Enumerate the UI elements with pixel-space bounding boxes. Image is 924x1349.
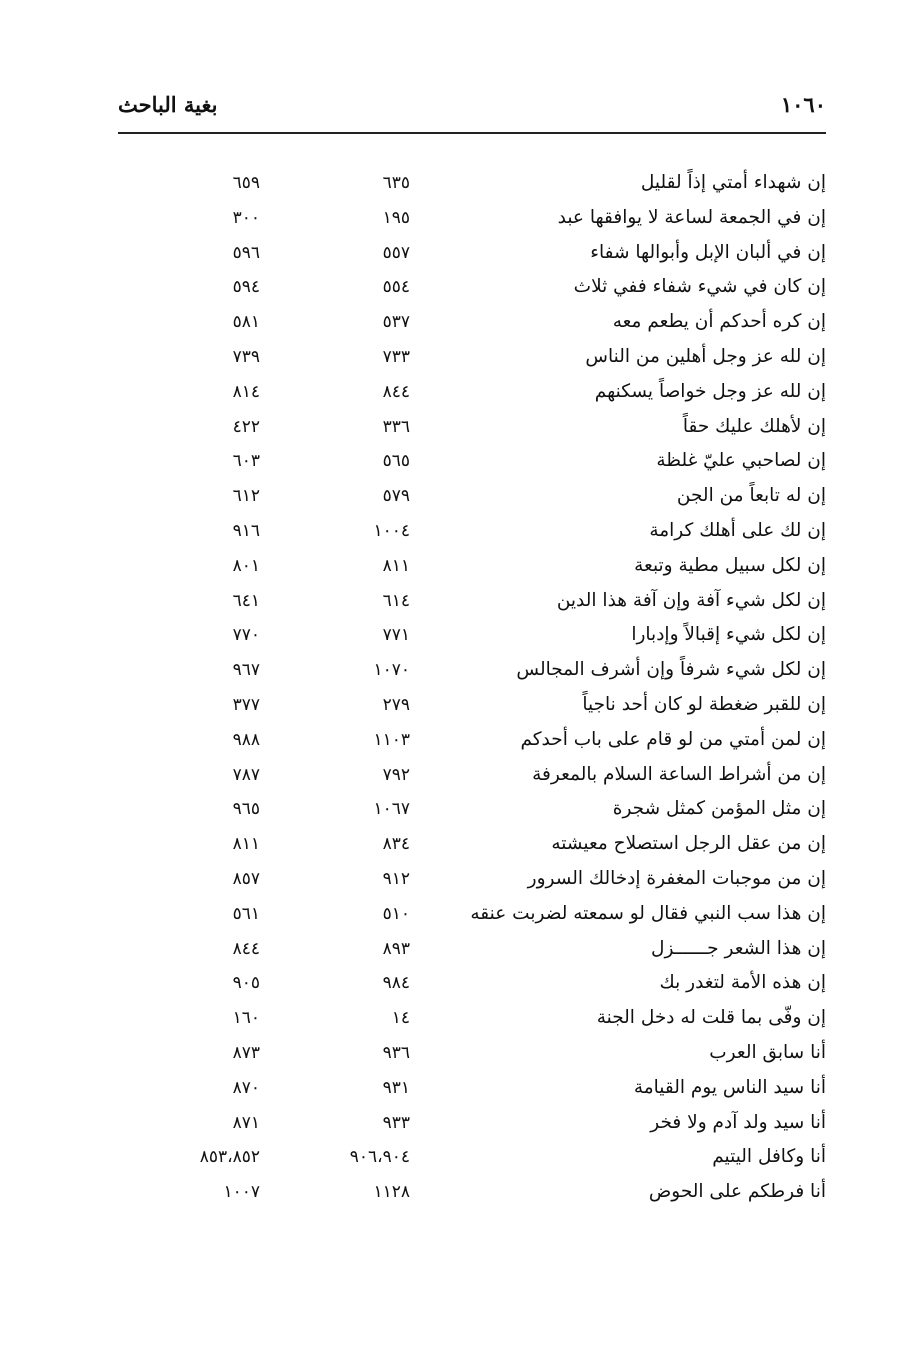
reference-number-secondary: ٣٠٠ (232, 207, 260, 228)
index-row (0, 340, 924, 375)
hadith-index-list (0, 166, 924, 1210)
hadith-text: إن كان في شيء شفاء ففي ثلاث (573, 276, 826, 298)
hadith-text: إن لكل شيء إقبالاً وإدبارا (631, 624, 826, 646)
index-row (0, 410, 924, 445)
hadith-text: إن لله عز وجل أهلين من الناس (585, 345, 826, 367)
hadith-text: أنا سيد الناس يوم القيامة (633, 1076, 826, 1098)
reference-number-secondary: ٩٨٨ (232, 729, 260, 750)
reference-number-secondary: ٩٦٧ (232, 660, 260, 681)
reference-number-secondary: ٨١١ (232, 834, 260, 855)
hadith-text: إن في ألبان الإبل وأبوالها شفاء (590, 241, 826, 263)
index-row (0, 618, 924, 653)
reference-number-secondary: ٨٧١ (232, 1112, 260, 1133)
reference-number-secondary: ٩٦٥ (232, 799, 260, 820)
reference-number-secondary: ٧٣٩ (232, 346, 260, 367)
index-row (0, 723, 924, 758)
index-row (0, 1036, 924, 1071)
index-row (0, 827, 924, 862)
reference-number-secondary: ٩٠٥ (232, 973, 260, 994)
reference-number-primary: ٩٣١ (382, 1077, 410, 1098)
reference-number-secondary: ٦١٢ (232, 486, 260, 507)
hadith-text: إن هذا سب النبي فقال لو سمعته لضربت عنقه (470, 902, 826, 924)
reference-number-primary: ١١٠٣ (373, 729, 410, 750)
reference-number-primary: ٥٥٤ (382, 277, 410, 298)
hadith-text: إن شهداء أمتي إذاً لقليل (640, 172, 826, 193)
reference-number-secondary: ٥٦١ (232, 903, 260, 924)
reference-number-primary: ٥٣٧ (382, 312, 410, 333)
reference-number-secondary: ٩١٦ (232, 520, 260, 541)
reference-number-primary: ٥١٠ (382, 903, 410, 924)
hadith-text: إن وفّى بما قلت له دخل الجنة (596, 1007, 826, 1029)
book-title: بغية الباحث (118, 92, 218, 117)
page-header (118, 92, 826, 134)
index-row (0, 932, 924, 967)
hadith-text: إن من موجبات المغفرة إدخالك السرور (527, 867, 826, 889)
reference-number-secondary: ٣٧٧ (232, 694, 260, 715)
index-row (0, 479, 924, 514)
hadith-text: إن لأهلك عليك حقاً (682, 415, 826, 437)
index-row (0, 1001, 924, 1036)
reference-number-primary: ٩٣٣ (382, 1112, 410, 1133)
index-row (0, 201, 924, 236)
reference-number-secondary: ٨٥٧ (232, 868, 260, 889)
index-row (0, 270, 924, 305)
reference-number-primary: ٨١١ (382, 555, 410, 576)
hadith-text: إن له تابعاً من الجن (676, 485, 826, 507)
hadith-text: إن لله عز وجل خواصاً يسكنهم (594, 380, 826, 402)
hadith-text: إن لصاحبي عليّ غلظة (656, 450, 826, 472)
reference-number-primary: ٥٦٥ (382, 451, 410, 472)
reference-number-primary: ٥٥٧ (382, 242, 410, 263)
reference-number-secondary: ١٦٠ (232, 1008, 260, 1029)
hadith-text: إن لمن أمتي من لو قام على باب أحدكم (520, 728, 826, 750)
index-row (0, 897, 924, 932)
reference-number-secondary: ٨٠١ (232, 555, 260, 576)
index-row (0, 584, 924, 619)
index-row (0, 166, 924, 201)
reference-number-secondary: ٦٥٩ (232, 173, 260, 193)
reference-number-primary: ٩٨٤ (382, 973, 410, 994)
reference-number-secondary: ٨٧٠ (232, 1077, 260, 1098)
index-row (0, 375, 924, 410)
reference-number-primary: ١١٢٨ (373, 1182, 410, 1203)
reference-number-primary: ٧٣٣ (382, 346, 410, 367)
page-number: ١٠٦٠ (780, 92, 826, 117)
hadith-text: أنا وكافل اليتيم (712, 1146, 826, 1168)
hadith-text: إن في الجمعة لساعة لا يوافقها عبد (557, 206, 826, 228)
index-row (0, 305, 924, 340)
reference-number-primary: ٢٧٩ (382, 694, 410, 715)
reference-number-primary: ١٠٧٠ (373, 660, 410, 681)
index-row (0, 549, 924, 584)
reference-number-primary: ٩٣٦ (382, 1042, 410, 1063)
index-row (0, 862, 924, 897)
index-row (0, 1106, 924, 1141)
hadith-text: إن من أشراط الساعة السلام بالمعرفة (532, 763, 826, 785)
reference-number-primary: ١٩٥ (382, 207, 410, 228)
reference-number-secondary: ٨٧٣ (232, 1042, 260, 1063)
reference-number-primary: ٥٧٩ (382, 486, 410, 507)
reference-number-primary: ١٠٠٤ (373, 520, 410, 541)
reference-number-primary: ٦٣٥ (382, 173, 410, 193)
reference-number-primary: ٨٣٤ (382, 834, 410, 855)
reference-number-primary: ٧٧١ (382, 625, 410, 646)
hadith-text: أنا سيد ولد آدم ولا فخر (650, 1111, 826, 1133)
hadith-text: أنا سابق العرب (709, 1041, 826, 1063)
index-row (0, 653, 924, 688)
index-row (0, 758, 924, 793)
reference-number-secondary: ٧٨٧ (232, 764, 260, 785)
reference-number-primary: ٣٣٦ (382, 416, 410, 437)
index-row (0, 688, 924, 723)
index-row (0, 1071, 924, 1106)
hadith-text: إن كره أحدكم أن يطعم معه (612, 311, 826, 333)
reference-number-secondary: ٦٤١ (232, 590, 260, 611)
reference-number-secondary: ٧٧٠ (232, 625, 260, 646)
reference-number-secondary: ٨٥٣،٨٥٢ (199, 1147, 260, 1168)
index-row (0, 236, 924, 271)
hadith-text: إن لكل شيء شرفاً وإن أشرف المجالس (516, 659, 826, 681)
hadith-text: إن هذا الشعر جــــــزل (651, 937, 826, 959)
reference-number-secondary: ٨٤٤ (232, 938, 260, 959)
reference-number-primary: ٩١٢ (382, 868, 410, 889)
reference-number-primary: ١٤ (391, 1008, 410, 1029)
hadith-text: إن مثل المؤمن كمثل شجرة (612, 798, 826, 820)
hadith-text: إن هذه الأمة لتغدر بك (659, 972, 826, 994)
reference-number-primary: ٦١٤ (382, 590, 410, 611)
reference-number-secondary: ٥٩٤ (232, 277, 260, 298)
reference-number-secondary: ٥٨١ (232, 312, 260, 333)
reference-number-primary: ١٠٦٧ (373, 799, 410, 820)
hadith-text: إن لكل سبيل مطية وتبعة (634, 554, 826, 576)
index-row (0, 444, 924, 479)
reference-number-primary: ٨٤٤ (382, 381, 410, 402)
index-row (0, 1140, 924, 1175)
index-row (0, 514, 924, 549)
index-row (0, 792, 924, 827)
reference-number-primary: ٨٩٣ (382, 938, 410, 959)
index-row (0, 966, 924, 1001)
reference-number-secondary: ٤٢٢ (232, 416, 260, 437)
hadith-text: أنا فرطكم على الحوض (648, 1181, 826, 1203)
hadith-text: إن من عقل الرجل استصلاح معيشته (551, 833, 826, 855)
reference-number-primary: ٩٠٦،٩٠٤ (349, 1147, 410, 1168)
index-row (0, 1175, 924, 1210)
hadith-text: إن لك على أهلك كرامة (649, 519, 826, 541)
reference-number-primary: ٧٩٢ (382, 764, 410, 785)
hadith-text: إن لكل شيء آفة وإن آفة هذا الدين (556, 589, 826, 611)
reference-number-secondary: ٨١٤ (232, 381, 260, 402)
reference-number-secondary: ٥٩٦ (232, 242, 260, 263)
hadith-text: إن للقبر ضغطة لو كان أحد ناجياً (582, 693, 826, 715)
reference-number-secondary: ١٠٠٧ (223, 1182, 260, 1203)
reference-number-secondary: ٦٠٣ (232, 451, 260, 472)
